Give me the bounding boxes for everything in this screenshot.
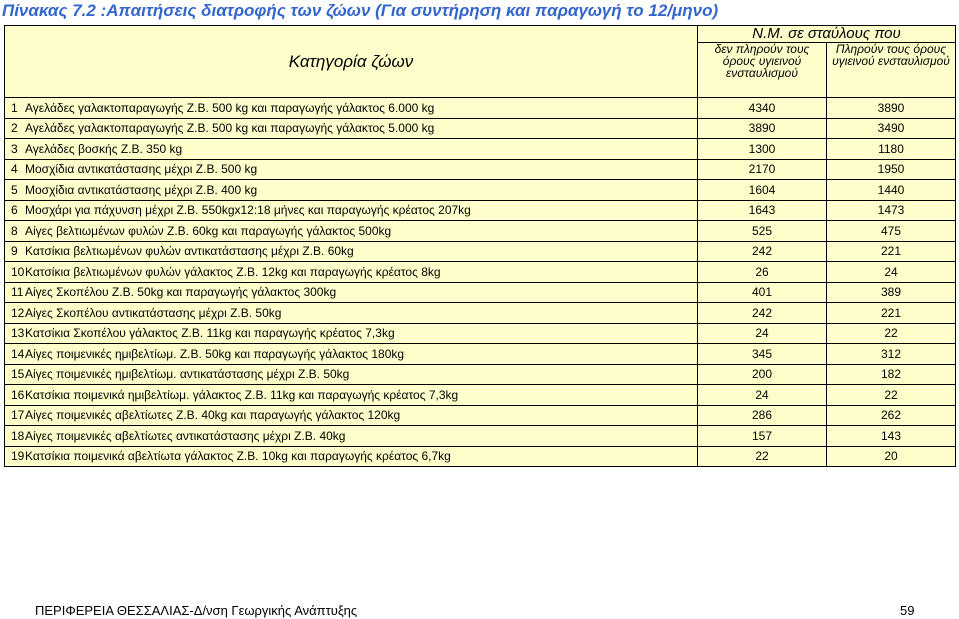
row-number: 17 (11, 408, 25, 423)
value-compliant: 22 (827, 323, 956, 344)
animal-category-cell (5, 446, 698, 467)
column-header-compliant: Πληρούν τους όρους υγιεινού ενσταυλισμού (827, 43, 956, 98)
animal-category-label: Μοσχίδια αντικατάστασης μέχρι Ζ.Β. 400 kg (25, 182, 258, 197)
animal-category-cell (5, 118, 698, 139)
animal-category-cell (5, 364, 698, 385)
requirements-table (4, 25, 956, 467)
table-row (5, 385, 956, 406)
value-non-compliant: 1604 (698, 180, 827, 201)
animal-category-label: Αίγες βελτιωμένων φυλών Ζ.Β. 60kg και παραγωγής γάλακτος 500kg (25, 223, 392, 238)
value-compliant: 24 (827, 262, 956, 283)
value-non-compliant: 3890 (698, 118, 827, 139)
value-compliant: 3490 (827, 118, 956, 139)
animal-category-label: Αίγες ποιμενικές αβελτίωτες Ζ.Β. 40kg και παραγωγής γάλακτος 120kg (25, 408, 401, 423)
value-non-compliant: 157 (698, 426, 827, 447)
animal-category-label: Αίγες ποιμενικές ημιβελτίωμ. Ζ.Β. 50kg και παραγωγής γάλακτος 180kg (25, 346, 405, 361)
value-compliant: 221 (827, 303, 956, 324)
row-number: 5 (11, 182, 18, 197)
value-non-compliant: 2170 (698, 159, 827, 180)
value-compliant: 221 (827, 241, 956, 262)
value-non-compliant: 525 (698, 221, 827, 242)
value-compliant: 1473 (827, 200, 956, 221)
animal-category-label: Αίγες ποιμενικές ημιβελτίωμ. αντικατάστασης μέχρι Ζ.Β. 50kg (25, 367, 350, 382)
value-non-compliant: 1643 (698, 200, 827, 221)
animal-category-label: Κατσίκια Σκοπέλου γάλακτος Ζ.Β. 11kg και παραγωγής κρέατος 7,3kg (25, 326, 395, 341)
row-number: 8 (11, 223, 18, 238)
animal-category-cell (5, 426, 698, 447)
animal-category-label: Αίγες Σκοπέλου Ζ.Β. 50kg και παραγωγής γάλακτος 300kg (25, 285, 337, 300)
animal-category-label: Αγελάδες γαλακτοπαραγωγής Ζ.Β. 500 kg και παραγωγής γάλακτος 5.000 kg (25, 121, 435, 136)
row-number: 2 (11, 121, 18, 136)
table-row (5, 323, 956, 344)
animal-category-label: Κατσίκια ποιμενικά αβελτίωτα γάλακτος Ζ.Β. 10kg και παραγωγής κρέατος 6,7kg (25, 449, 451, 464)
animal-category-label: Κατσίκια βελτιωμένων φυλών αντικατάστασης μέχρι Ζ.Β. 60kg (25, 244, 354, 259)
value-non-compliant: 286 (698, 405, 827, 426)
row-number: 19 (11, 449, 25, 464)
animal-category-label: Αίγες ποιμενικές αβελτίωτες αντικατάστασης μέχρι Ζ.Β. 40kg (25, 428, 346, 443)
animal-category-cell (5, 139, 698, 160)
animal-category-label: Αγελάδες γαλακτοπαραγωγής Ζ.Β. 500 kg και παραγωγής γάλακτος 6.000 kg (25, 100, 435, 115)
value-non-compliant: 401 (698, 282, 827, 303)
row-number: 3 (11, 141, 18, 156)
table-row (5, 200, 956, 221)
table-row (5, 139, 956, 160)
animal-category-cell (5, 344, 698, 365)
value-compliant: 1950 (827, 159, 956, 180)
table-row (5, 159, 956, 180)
animal-category-label: Κατσίκια ποιμενικά ημιβελτίωμ. γάλακτος Ζ.Β. 11kg και παραγωγής κρέατος 7,3kg (25, 387, 459, 402)
table-row (5, 364, 956, 385)
animal-category-label: Μοσχίδια αντικατάστασης μέχρι Ζ.Β. 500 kg (25, 162, 258, 177)
table-header-row (5, 26, 956, 43)
table-row (5, 118, 956, 139)
table-row (5, 221, 956, 242)
category-header: Κατηγορία ζώων (5, 26, 698, 98)
animal-category-label: Αίγες Σκοπέλου αντικατάστασης μέχρι Ζ.Β. 50kg (25, 305, 282, 320)
animal-category-cell (5, 405, 698, 426)
table-row (5, 98, 956, 119)
value-compliant: 312 (827, 344, 956, 365)
animal-category-cell (5, 98, 698, 119)
row-number: 9 (11, 244, 18, 259)
animal-category-cell (5, 303, 698, 324)
value-compliant: 20 (827, 446, 956, 467)
value-non-compliant: 4340 (698, 98, 827, 119)
column-header-non-compliant: δεν πληρούν τους όρους υγιεινού ενσταυλισμού (698, 43, 827, 98)
value-non-compliant: 22 (698, 446, 827, 467)
row-number: 1 (11, 100, 18, 115)
group-header: Ν.Μ. σε σταύλους που (698, 26, 956, 43)
value-compliant: 262 (827, 405, 956, 426)
value-non-compliant: 345 (698, 344, 827, 365)
row-number: 15 (11, 367, 25, 382)
table-row (5, 180, 956, 201)
animal-category-cell (5, 385, 698, 406)
animal-category-cell (5, 241, 698, 262)
row-number: 10 (11, 264, 25, 279)
table-row (5, 344, 956, 365)
value-non-compliant: 200 (698, 364, 827, 385)
animal-category-cell (5, 323, 698, 344)
animal-category-cell (5, 200, 698, 221)
animal-category-label: Αγελάδες βοσκής Ζ.Β. 350 kg (25, 141, 183, 156)
animal-category-label: Μοσχάρι για πάχυνση μέχρι Ζ.Β. 550kgx12:18 μήνες και παραγωγής κρέατος 207kg (25, 203, 471, 218)
value-non-compliant: 242 (698, 241, 827, 262)
animal-category-cell (5, 282, 698, 303)
animal-category-cell (5, 262, 698, 283)
value-non-compliant: 24 (698, 323, 827, 344)
value-compliant: 1440 (827, 180, 956, 201)
table-row (5, 303, 956, 324)
table-row (5, 446, 956, 467)
footer-organization: ΠΕΡΙΦΕΡΕΙΑ ΘΕΣΣΑΛΙΑΣ-Δ/νση Γεωργικής Ανάπτυξης (35, 603, 358, 618)
value-compliant: 1180 (827, 139, 956, 160)
value-compliant: 22 (827, 385, 956, 406)
animal-category-cell (5, 221, 698, 242)
row-number: 18 (11, 428, 25, 443)
table-row (5, 241, 956, 262)
value-non-compliant: 26 (698, 262, 827, 283)
table-row (5, 262, 956, 283)
table-row (5, 282, 956, 303)
row-number: 6 (11, 203, 18, 218)
row-number: 4 (11, 162, 18, 177)
value-compliant: 3890 (827, 98, 956, 119)
value-compliant: 143 (827, 426, 956, 447)
row-number: 16 (11, 387, 25, 402)
value-compliant: 182 (827, 364, 956, 385)
value-non-compliant: 242 (698, 303, 827, 324)
row-number: 11 (11, 285, 24, 300)
row-number: 14 (11, 346, 25, 361)
value-compliant: 475 (827, 221, 956, 242)
row-number: 12 (11, 305, 25, 320)
value-non-compliant: 24 (698, 385, 827, 406)
row-number: 13 (11, 326, 25, 341)
value-non-compliant: 1300 (698, 139, 827, 160)
animal-category-cell (5, 180, 698, 201)
table-row (5, 426, 956, 447)
animal-category-label: Κατσίκια βελτιωμένων φυλών γάλακτος Ζ.Β. 12kg και παραγωγής κρέατος 8kg (25, 264, 441, 279)
page-title: Πίνακας 7.2 :Απαιτήσεις διατροφής των ζώων (Για συντήρηση και παραγωγή το 12/μηνο) (2, 1, 719, 20)
animal-category-cell (5, 159, 698, 180)
page-number: 59 (900, 603, 915, 618)
table-row (5, 405, 956, 426)
value-compliant: 389 (827, 282, 956, 303)
